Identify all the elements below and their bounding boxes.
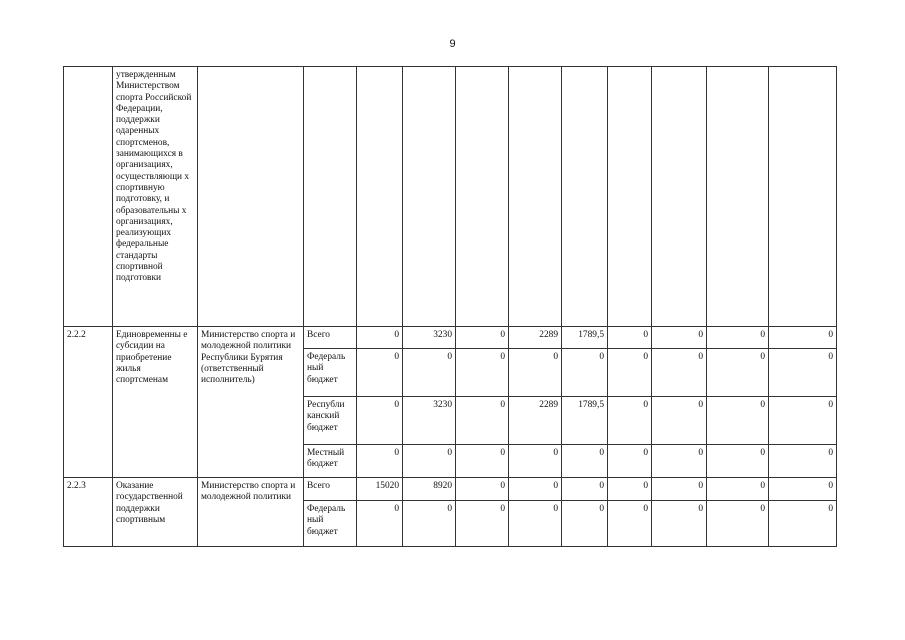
amount-cell: 0	[403, 501, 456, 547]
funding-source-label: Всего	[304, 478, 357, 501]
amount-cell: 0	[769, 327, 837, 349]
continuation-code-cell	[64, 67, 113, 327]
amount-cell: 0	[509, 478, 562, 501]
amount-cell: 0	[769, 501, 837, 547]
funding-source-label: Федераль ный бюджет	[304, 501, 357, 547]
amount-cell: 0	[403, 349, 456, 397]
continuation-row	[64, 67, 837, 327]
continuation-description: утвержденным Министерством спорта Российской Федерации, поддержки одаренных спортсменов, занимающихся в организациях, осуществляющи х спортивную подготовку, и образовательны х организациях, реализующих федеральные стандарты спортивной подготовки	[113, 67, 198, 327]
funding-source-label: Федераль ный бюджет	[304, 349, 357, 397]
amount-cell: 15020	[357, 478, 403, 501]
amount-cell: 0	[707, 327, 769, 349]
amount-cell: 0	[608, 397, 652, 445]
amount-cell: 0	[509, 501, 562, 547]
page-number: 9	[449, 38, 456, 50]
amount-cell: 0	[608, 349, 652, 397]
table-row	[64, 327, 837, 349]
amount-cell: 0	[707, 349, 769, 397]
amount-cell: 0	[769, 397, 837, 445]
amount-cell: 0	[652, 349, 707, 397]
amount-cell: 0	[456, 478, 509, 501]
amount-cell: 0	[357, 501, 403, 547]
amount-cell: 0	[562, 349, 608, 397]
amount-cell: 2289	[509, 397, 562, 445]
amount-cell: 3230	[403, 397, 456, 445]
amount-cell: 1789,5	[562, 327, 608, 349]
amount-cell: 0	[608, 327, 652, 349]
amount-cell: 0	[456, 445, 509, 478]
item-name: Единовременны е субсидии на приобретение жилья спортсменам	[113, 327, 198, 478]
amount-cell: 0	[652, 478, 707, 501]
amount-cell: 0	[769, 349, 837, 397]
amount-cell: 0	[608, 445, 652, 478]
amount-cell: 0	[562, 478, 608, 501]
amount-cell: 0	[769, 445, 837, 478]
amount-cell: 0	[707, 501, 769, 547]
amount-cell: 0	[357, 327, 403, 349]
item-name: Оказание государственной поддержки спортивным	[113, 478, 198, 547]
amount-cell: 0	[357, 397, 403, 445]
item-code: 2.2.3	[64, 478, 113, 547]
amount-cell: 0	[608, 478, 652, 501]
amount-cell: 0	[357, 349, 403, 397]
amount-cell: 0	[707, 397, 769, 445]
amount-cell: 0	[456, 327, 509, 349]
amount-cell: 0	[357, 445, 403, 478]
funding-source-label: Республи канский бюджет	[304, 397, 357, 445]
amount-cell: 0	[707, 445, 769, 478]
item-executor: Министерство спорта и молодежной политики Республики Бурятия (ответственный исполнитель)	[198, 327, 304, 478]
amount-cell: 0	[608, 501, 652, 547]
amount-cell: 0	[652, 397, 707, 445]
amount-cell: 0	[652, 501, 707, 547]
item-code: 2.2.2	[64, 327, 113, 478]
amount-cell: 0	[562, 501, 608, 547]
table-row	[64, 478, 837, 501]
budget-table	[63, 66, 837, 547]
amount-cell: 0	[769, 478, 837, 501]
amount-cell: 1789,5	[562, 397, 608, 445]
amount-cell: 0	[707, 478, 769, 501]
amount-cell: 3230	[403, 327, 456, 349]
funding-source-label: Местный бюджет	[304, 445, 357, 478]
amount-cell: 0	[509, 445, 562, 478]
amount-cell: 2289	[509, 327, 562, 349]
amount-cell: 0	[403, 445, 456, 478]
amount-cell: 0	[456, 349, 509, 397]
amount-cell: 0	[456, 397, 509, 445]
amount-cell: 0	[509, 349, 562, 397]
amount-cell: 8920	[403, 478, 456, 501]
amount-cell: 0	[456, 501, 509, 547]
amount-cell: 0	[562, 445, 608, 478]
item-executor: Министерство спорта и молодежной политики	[198, 478, 304, 547]
amount-cell: 0	[652, 445, 707, 478]
funding-source-label: Всего	[304, 327, 357, 349]
amount-cell: 0	[652, 327, 707, 349]
